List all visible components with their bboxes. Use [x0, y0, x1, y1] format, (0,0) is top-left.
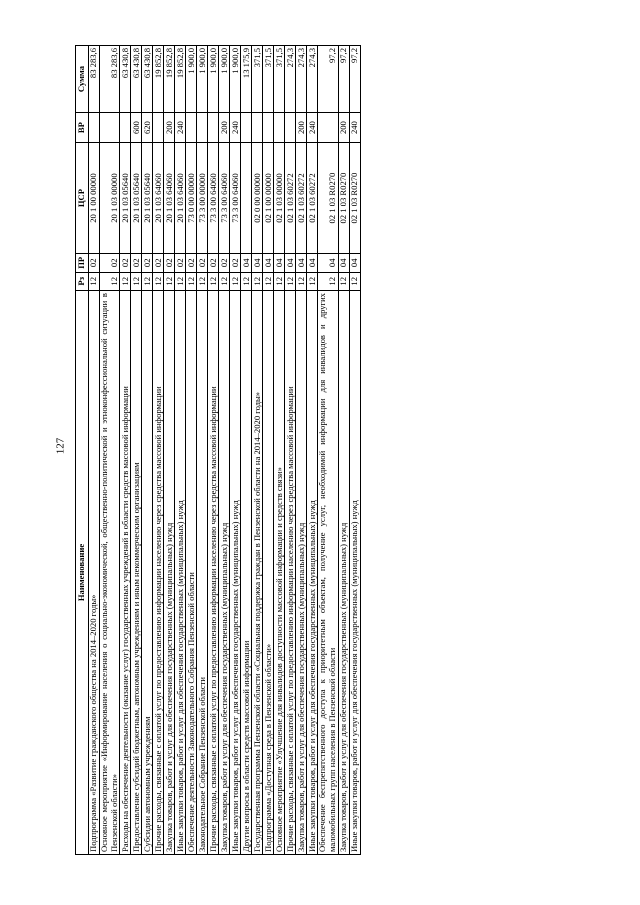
- table-row: [197, 46, 208, 855]
- cell-pr: 02: [153, 254, 164, 272]
- table-row: [296, 46, 307, 855]
- table-row: [252, 46, 263, 855]
- table-row: [186, 46, 197, 855]
- cell-pr: 02: [131, 254, 142, 272]
- cell-rz: 12: [318, 272, 338, 290]
- cell-name: Иные закупки товаров, работ и услуг для обеспечения государственных (муниципальных) нужд: [175, 291, 186, 855]
- table-row: [219, 46, 230, 855]
- cell-rz: 12: [252, 272, 263, 290]
- cell-name: Обеспечение беспрепятственного доступа к приоритетным объектам, получение услуг, необходимой информации для инвалидов и других маломобильных групп населения в Пензенской области: [318, 291, 338, 855]
- cell-csr: 02 1 03 00000: [274, 143, 285, 254]
- header-pr: ПР: [76, 254, 89, 272]
- table-row: [208, 46, 219, 855]
- cell-rz: 12: [285, 272, 296, 290]
- cell-rz: 12: [89, 272, 100, 290]
- cell-rz: 12: [208, 272, 219, 290]
- cell-pr: 04: [307, 254, 318, 272]
- header-sum: Сумма: [76, 46, 89, 113]
- cell-vr: [274, 113, 285, 143]
- cell-vr: 200: [338, 113, 349, 143]
- table-row: [131, 46, 142, 855]
- table-row: [274, 46, 285, 855]
- cell-pr: 02: [208, 254, 219, 272]
- cell-vr: [89, 113, 100, 143]
- cell-csr: 20 1 03 05640: [120, 143, 131, 254]
- cell-pr: 02: [100, 254, 120, 272]
- cell-name: Иные закупки товаров, работ и услуг для обеспечения государственных (муниципальных) нужд: [349, 291, 360, 855]
- cell-name: Подпрограмма «Развитие гражданского общества на 2014–2020 годы»: [89, 291, 100, 855]
- table-row: [349, 46, 360, 855]
- cell-vr: 240: [307, 113, 318, 143]
- cell-csr: 02 1 03 60272: [307, 143, 318, 254]
- cell-sum: 83 283,6: [89, 46, 100, 113]
- cell-vr: 200: [219, 113, 230, 143]
- cell-vr: [318, 113, 338, 143]
- table-row: [285, 46, 296, 855]
- cell-rz: 12: [338, 272, 349, 290]
- cell-pr: 02: [197, 254, 208, 272]
- cell-sum: 371,5: [263, 46, 274, 113]
- cell-name: Основное мероприятие «Информирование населения о социально-экономической, общественно-политической и этноконфессиональной ситуации в Пензенской области»: [100, 291, 120, 855]
- cell-name: Обеспечение деятельности Законодательного Собрания Пензенской области: [186, 291, 197, 855]
- cell-sum: 1 900,0: [230, 46, 241, 113]
- cell-pr: 02: [120, 254, 131, 272]
- cell-name: Основное мероприятие «Улучшение для инвалидов доступности массовой информации и средств связи»: [274, 291, 285, 855]
- cell-name: Иные закупки товаров, работ и услуг для обеспечения государственных (муниципальных) нужд: [230, 291, 241, 855]
- cell-vr: [252, 113, 263, 143]
- table-body: [89, 46, 361, 855]
- cell-vr: 620: [142, 113, 153, 143]
- cell-vr: [186, 113, 197, 143]
- cell-pr: 02: [219, 254, 230, 272]
- cell-pr: 02: [175, 254, 186, 272]
- cell-rz: 12: [120, 272, 131, 290]
- cell-name: Государственная программа Пензенской области «Социальная поддержка граждан в Пензенской области на 2014–2020 годы»: [252, 291, 263, 855]
- header-name: Наименование: [76, 291, 89, 855]
- cell-csr: 73 3 00 00000: [197, 143, 208, 254]
- cell-name: Иные закупки товаров, работ и услуг для обеспечения государственных (муниципальных) нужд: [307, 291, 318, 855]
- table-row: [230, 46, 241, 855]
- cell-csr: 02 1 03 60272: [296, 143, 307, 254]
- cell-vr: [100, 113, 120, 143]
- cell-rz: 12: [241, 272, 252, 290]
- cell-vr: 200: [164, 113, 175, 143]
- cell-name: Предоставление субсидий бюджетным, автономным учреждениям и иным некоммерческим организациям: [131, 291, 142, 855]
- cell-rz: 12: [186, 272, 197, 290]
- cell-pr: 04: [285, 254, 296, 272]
- table-row: [338, 46, 349, 855]
- cell-sum: 19 852,8: [175, 46, 186, 113]
- cell-rz: 12: [164, 272, 175, 290]
- table-row: [263, 46, 274, 855]
- cell-sum: 63 430,8: [131, 46, 142, 113]
- cell-rz: 12: [219, 272, 230, 290]
- cell-name: Закупка товаров, работ и услуг для обеспечения государственных (муниципальных) нужд: [338, 291, 349, 855]
- cell-pr: 04: [263, 254, 274, 272]
- cell-csr: 73 0 00 00000: [186, 143, 197, 254]
- cell-sum: 1 900,0: [197, 46, 208, 113]
- table-row: [175, 46, 186, 855]
- cell-name: Закупка товаров, работ и услуг для обеспечения государственных (муниципальных) нужд: [164, 291, 175, 855]
- cell-csr: 20 1 03 00000: [100, 143, 120, 254]
- cell-vr: [241, 113, 252, 143]
- cell-csr: 02 0 00 00000: [252, 143, 263, 254]
- cell-pr: 04: [252, 254, 263, 272]
- cell-vr: 600: [131, 113, 142, 143]
- cell-rz: 12: [175, 272, 186, 290]
- table-header-row: [76, 46, 89, 855]
- cell-csr: 02 1 03 R0270: [318, 143, 338, 254]
- cell-rz: 12: [296, 272, 307, 290]
- cell-vr: [263, 113, 274, 143]
- table-row: [164, 46, 175, 855]
- page-number: 127: [54, 437, 67, 455]
- cell-sum: 19 852,8: [153, 46, 164, 113]
- cell-csr: 02 1 03 60272: [285, 143, 296, 254]
- cell-rz: 12: [307, 272, 318, 290]
- table-row: [89, 46, 100, 855]
- table-row: [318, 46, 338, 855]
- cell-pr: 04: [296, 254, 307, 272]
- cell-csr: 20 1 03 05640: [142, 143, 153, 254]
- cell-sum: 63 430,8: [120, 46, 131, 113]
- cell-sum: 83 283,6: [100, 46, 120, 113]
- cell-csr: 20 1 03 64060: [153, 143, 164, 254]
- cell-sum: 371,5: [252, 46, 263, 113]
- cell-vr: 200: [296, 113, 307, 143]
- budget-table: [75, 45, 361, 855]
- cell-csr: 20 1 03 64060: [175, 143, 186, 254]
- cell-vr: 240: [230, 113, 241, 143]
- cell-csr: 02 1 03 R0270: [349, 143, 360, 254]
- cell-csr: 73 3 00 64060: [208, 143, 219, 254]
- table-row: [153, 46, 164, 855]
- cell-sum: 274,3: [296, 46, 307, 113]
- cell-sum: 274,3: [307, 46, 318, 113]
- cell-sum: 1 900,0: [219, 46, 230, 113]
- cell-name: Прочие расходы, связанные с оплатой услуг по предоставлению информации населению через средства массовой информации: [208, 291, 219, 855]
- header-csr: ЦСР: [76, 143, 89, 254]
- cell-csr: 73 3 00 64060: [219, 143, 230, 254]
- header-rz: Рз: [76, 272, 89, 290]
- cell-pr: 04: [318, 254, 338, 272]
- table-row: [241, 46, 252, 855]
- cell-csr: 20 1 00 00000: [89, 143, 100, 254]
- cell-sum: 19 852,8: [164, 46, 175, 113]
- cell-sum: 1 900,0: [208, 46, 219, 113]
- cell-sum: 97,2: [349, 46, 360, 113]
- cell-rz: 12: [142, 272, 153, 290]
- cell-csr: 20 1 03 64060: [164, 143, 175, 254]
- cell-sum: 97,2: [338, 46, 349, 113]
- cell-vr: 240: [175, 113, 186, 143]
- cell-csr: 73 3 00 64060: [230, 143, 241, 254]
- cell-pr: 02: [186, 254, 197, 272]
- cell-pr: 04: [241, 254, 252, 272]
- cell-name: Другие вопросы в области средств массовой информации: [241, 291, 252, 855]
- rotated-page-content: [75, 45, 585, 855]
- cell-name: Расходы на обеспечение деятельности (оказание услуг) государственных учреждений в области средств массовой информации: [120, 291, 131, 855]
- cell-sum: 371,5: [274, 46, 285, 113]
- cell-name: Субсидии автономным учреждениям: [142, 291, 153, 855]
- cell-csr: 20 1 03 05640: [131, 143, 142, 254]
- cell-vr: [208, 113, 219, 143]
- cell-pr: 02: [89, 254, 100, 272]
- cell-name: Закупка товаров, работ и услуг для обеспечения государственных (муниципальных) нужд: [219, 291, 230, 855]
- table-row: [307, 46, 318, 855]
- cell-name: Законодательное Собрание Пензенской области: [197, 291, 208, 855]
- cell-pr: 02: [230, 254, 241, 272]
- cell-pr: 04: [274, 254, 285, 272]
- cell-rz: 12: [230, 272, 241, 290]
- cell-rz: 12: [100, 272, 120, 290]
- cell-csr: 02 1 03 R0270: [338, 143, 349, 254]
- cell-sum: 13 175,9: [241, 46, 252, 113]
- cell-vr: [197, 113, 208, 143]
- cell-name: Закупка товаров, работ и услуг для обеспечения государственных (муниципальных) нужд: [296, 291, 307, 855]
- cell-rz: 12: [349, 272, 360, 290]
- cell-rz: 12: [274, 272, 285, 290]
- cell-pr: 02: [164, 254, 175, 272]
- header-vr: ВР: [76, 113, 89, 143]
- table-row: [120, 46, 131, 855]
- cell-name: Прочие расходы, связанные с оплатой услуг по предоставлению информации населению через средства массовой информации: [285, 291, 296, 855]
- cell-rz: 12: [263, 272, 274, 290]
- cell-csr: 02 1 00 00000: [263, 143, 274, 254]
- cell-vr: 240: [349, 113, 360, 143]
- cell-name: Подпрограмма «Доступная среда в Пензенской области»: [263, 291, 274, 855]
- cell-vr: [120, 113, 131, 143]
- table-row: [142, 46, 153, 855]
- cell-pr: 02: [142, 254, 153, 272]
- cell-vr: [153, 113, 164, 143]
- cell-rz: 12: [131, 272, 142, 290]
- cell-sum: 63 430,8: [142, 46, 153, 113]
- cell-sum: 1 900,0: [186, 46, 197, 113]
- cell-name: Прочие расходы, связанные с оплатой услуг по предоставлению информации населению через средства массовой информации: [153, 291, 164, 855]
- cell-pr: 04: [338, 254, 349, 272]
- cell-csr: [241, 143, 252, 254]
- cell-sum: 274,3: [285, 46, 296, 113]
- cell-vr: [285, 113, 296, 143]
- table-row: [100, 46, 120, 855]
- cell-pr: 04: [349, 254, 360, 272]
- cell-rz: 12: [197, 272, 208, 290]
- cell-rz: 12: [153, 272, 164, 290]
- cell-sum: 97,2: [318, 46, 338, 113]
